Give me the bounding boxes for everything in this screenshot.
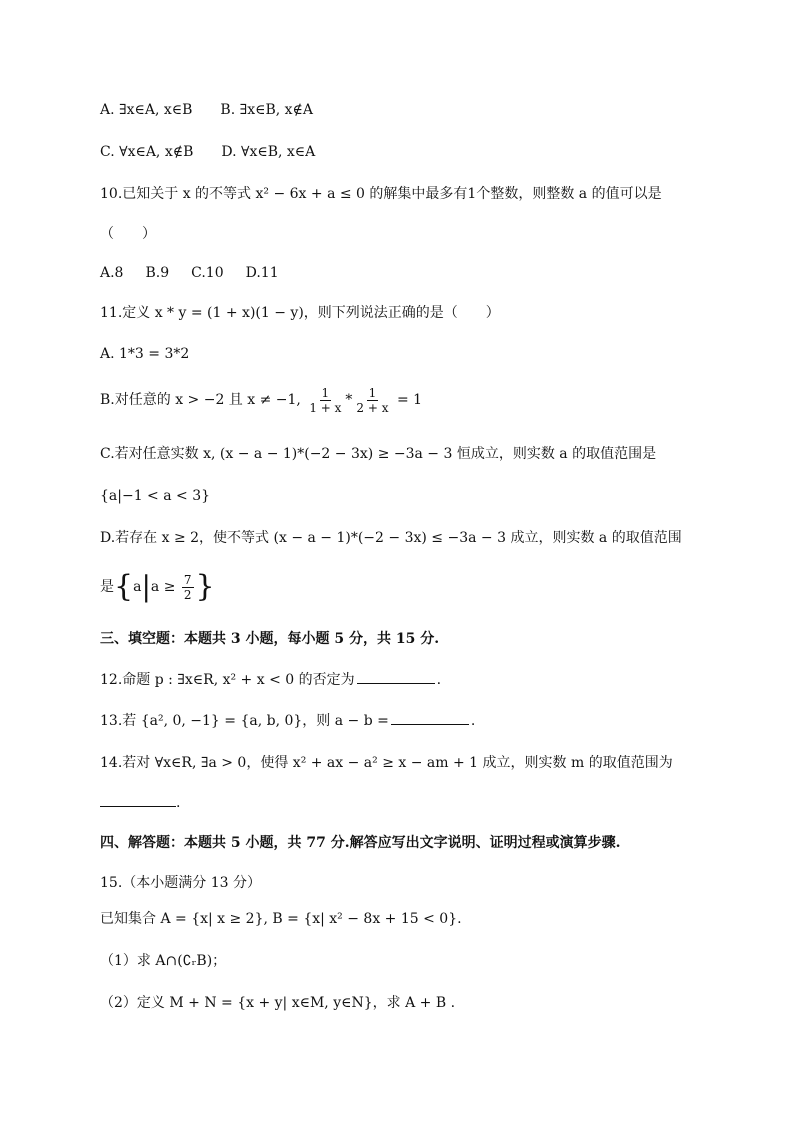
q11-option-c-answer: {a|−1 < a < 3} bbox=[100, 488, 211, 504]
q15-given: 已知集合 A = {x| x ≥ 2}, B = {x| x² − 8x + 15 < 0}. bbox=[100, 911, 462, 927]
q15-part-1: （1）求 A∩(∁ᵣB)； bbox=[100, 953, 227, 969]
right-brace: } bbox=[195, 569, 215, 604]
q14-answer-blank bbox=[100, 792, 176, 807]
fraction-numerator: 7 bbox=[183, 572, 192, 587]
q9-option-d: D. ∀x∈B, x∈A bbox=[221, 144, 316, 160]
q11-option-b-fraction-1 bbox=[307, 386, 343, 415]
q14-period: . bbox=[176, 795, 181, 811]
set-bar: | bbox=[141, 570, 151, 603]
q11-option-d: D.若存在 x ≥ 2，使不等式 (x − a − 1)*(−2 − 3x) ≤ −3a − 3 成立，则实数 a 的取值范围 bbox=[100, 530, 682, 546]
q11-option-d-pre: 是 bbox=[100, 579, 114, 595]
fraction-denominator: 2 + x bbox=[356, 400, 389, 415]
q10-options bbox=[100, 262, 279, 284]
q11-stem: 11.定义 x * y = (1 + x)(1 − y)，则下列说法正确的是（ ） bbox=[100, 305, 500, 321]
q10-option-d: D.11 bbox=[245, 265, 279, 281]
q13-text: 13.若 {a², 0, −1} = {a, b, 0}，则 a − b = bbox=[100, 713, 389, 729]
q11-option-d-fraction bbox=[182, 573, 194, 602]
q14-answer bbox=[100, 792, 180, 814]
q10-option-a: A.8 bbox=[100, 265, 124, 281]
q11-option-a: A. 1*3 = 3*2 bbox=[100, 346, 190, 362]
fraction-denominator: 2 bbox=[183, 587, 192, 602]
section-3-heading: 三、填空题：本题共 3 小题，每小题 5 分，共 15 分. bbox=[100, 631, 440, 647]
q11-option-b-fraction-2 bbox=[354, 386, 390, 415]
q9-options-row-2 bbox=[100, 141, 315, 163]
q10-stem: 10.已知关于 x 的不等式 x² − 6x + a ≤ 0 的解集中最多有1个整数，则整数 a 的值可以是 bbox=[100, 186, 662, 202]
q12-period: . bbox=[436, 672, 442, 688]
q13 bbox=[100, 710, 475, 732]
q9-option-b: B. ∃x∈B, x∉A bbox=[220, 102, 314, 118]
q11-option-b-pre: B.对任意的 x > −2 且 x ≠ −1, bbox=[100, 392, 306, 408]
q14-text: 14.若对 ∀x∈R, ∃a > 0，使得 x² + ax − a² ≥ x − am + 1 成立，则实数 m 的取值范围为 bbox=[100, 755, 673, 771]
q15-title: 15.（本小题满分 13 分） bbox=[100, 875, 261, 891]
left-brace: { bbox=[114, 569, 134, 604]
q10-option-c: C.10 bbox=[191, 265, 224, 281]
q12 bbox=[100, 669, 441, 691]
q10-paren: （ ） bbox=[100, 226, 156, 242]
q9-option-a: A. ∃x∈A, x∈B bbox=[100, 102, 193, 118]
fraction-denominator: 1 + x bbox=[309, 400, 342, 415]
q9-options-row-1 bbox=[100, 99, 313, 121]
q11-option-c: C.若对任意实数 x, (x − a − 1)*(−2 − 3x) ≥ −3a − 3 恒成立，则实数 a 的取值范围是 bbox=[100, 446, 657, 462]
q11-option-b-post: = 1 bbox=[392, 392, 423, 408]
set-condition: a ≥ bbox=[150, 579, 180, 595]
q11-option-d-range bbox=[100, 566, 215, 608]
fraction-numerator: 1 bbox=[368, 385, 377, 400]
q12-answer-blank bbox=[357, 669, 435, 684]
q13-answer-blank bbox=[391, 710, 469, 725]
q13-period: . bbox=[470, 713, 476, 729]
q11-option-b-star: * bbox=[345, 392, 353, 408]
fraction-numerator: 1 bbox=[321, 385, 330, 400]
q12-text: 12.命题 p : ∃x∈R, x² + x < 0 的否定为 bbox=[100, 672, 355, 688]
q11-option-b bbox=[100, 385, 422, 415]
section-4-heading: 四、解答题：本题共 5 小题，共 77 分.解答应写出文字说明、证明过程或演算步骤. bbox=[100, 835, 621, 851]
q9-option-c: C. ∀x∈A, x∉B bbox=[100, 144, 194, 160]
set-element: a bbox=[133, 579, 142, 595]
q10-option-b: B.9 bbox=[145, 265, 170, 281]
q15-part-2: （2）定义 M + N = {x + y| x∈M, y∈N}，求 A + B . bbox=[100, 995, 456, 1011]
